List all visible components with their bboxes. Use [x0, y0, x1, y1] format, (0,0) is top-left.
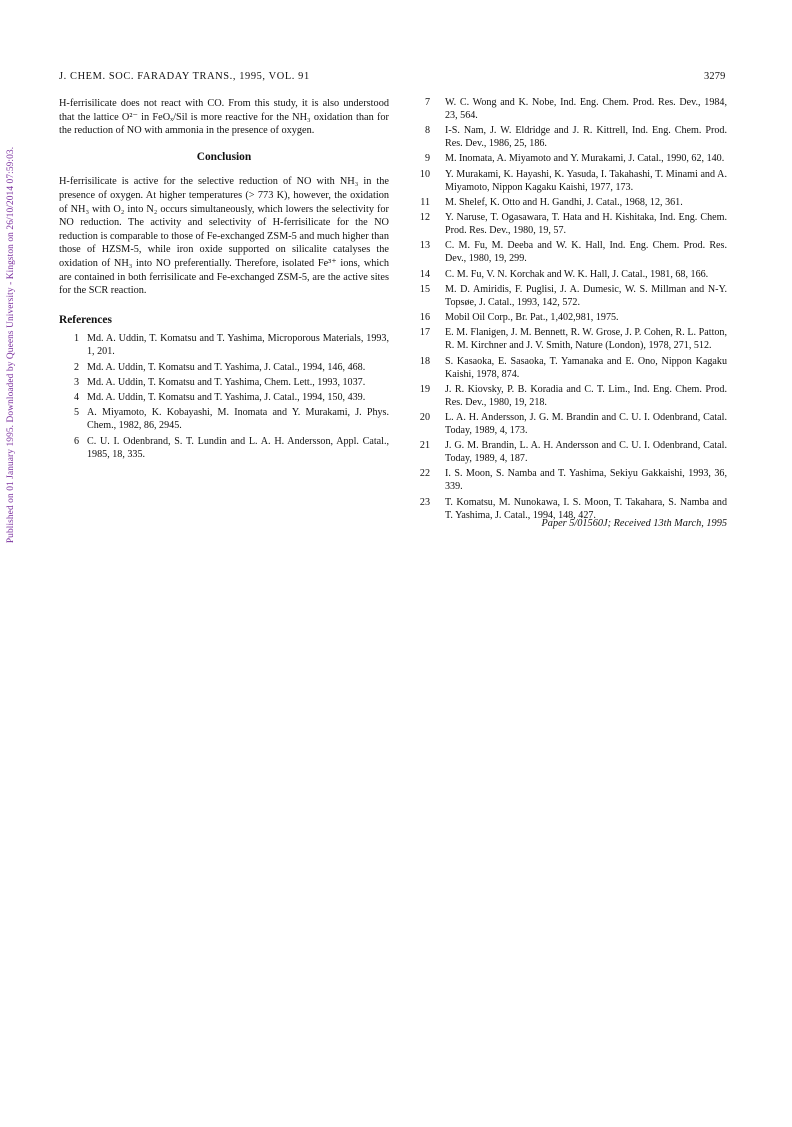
reference-item — [59, 407, 389, 433]
paper-received-note: Paper 5/01560J; Received 13th March, 1995 — [541, 518, 727, 529]
reference-item — [59, 377, 389, 390]
reference-text: E. M. Flanigen, J. M. Bennett, R. W. Grose, J. P. Cohen, R. L. Patton, R. M. Kirchner and J. V. Smith, Nature (London), 1978, 271, 512. — [445, 327, 727, 352]
reference-number: 10 — [419, 168, 430, 180]
reference-item — [412, 412, 727, 438]
right-column — [412, 97, 727, 525]
reference-list-left — [59, 333, 389, 461]
reference-number: 6 — [73, 435, 79, 447]
reference-number: 22 — [419, 468, 430, 480]
reference-text: M. Shelef, K. Otto and H. Gandhi, J. Catal., 1968, 12, 361. — [445, 196, 683, 208]
reference-number: 13 — [419, 240, 430, 252]
running-header-journal: J. CHEM. SOC. FARADAY TRANS., 1995, VOL. 91 — [59, 71, 310, 82]
reference-item — [412, 197, 727, 210]
reference-number: 19 — [419, 383, 430, 395]
reference-item — [412, 153, 727, 166]
reference-number: 14 — [419, 268, 430, 280]
reference-number: 11 — [420, 196, 430, 208]
reference-item — [59, 362, 389, 375]
download-watermark — [0, 0, 22, 690]
reference-text: Y. Murakami, K. Hayashi, K. Yasuda, I. Takahashi, T. Minami and A. Miyamoto, Nippon Kagaku Kaishi, 1977, 173. — [445, 168, 727, 193]
reference-text: M. Inomata, A. Miyamoto and Y. Murakami, J. Catal., 1990, 62, 140. — [445, 153, 725, 165]
reference-number: 20 — [419, 412, 430, 424]
section-heading-conclusion: Conclusion — [196, 150, 252, 163]
reference-text: M. D. Amiridis, F. Puglisi, J. A. Dumesic, W. S. Millman and N-Y. Topsøe, J. Catal., 1993, 142, 572. — [445, 283, 727, 308]
reference-number: 8 — [424, 125, 430, 137]
reference-text: A. Miyamoto, K. Kobayashi, M. Inomata and Y. Murakami, J. Phys. Chem., 1982, 86, 2945. — [87, 407, 389, 432]
reference-item — [412, 212, 727, 238]
reference-number: 12 — [419, 212, 430, 224]
reference-text: I-S. Nam, J. W. Eldridge and J. R. Kittrell, Ind. Eng. Chem. Prod. Res. Dev., 1986, 25, 186. — [445, 125, 727, 150]
reference-text: Md. A. Uddin, T. Komatsu and T. Yashima, Microporous Materials, 1993, 1, 201. — [87, 333, 389, 358]
left-column — [59, 97, 389, 464]
reference-text: C. M. Fu, V. N. Korchak and W. K. Hall, J. Catal., 1981, 68, 166. — [445, 268, 709, 280]
reference-text: S. Kasaoka, E. Sasaoka, T. Yamanaka and E. Ono, Nippon Kagaku Kaishi, 1978, 874. — [445, 355, 727, 380]
reference-item — [59, 436, 389, 462]
reference-text: Md. A. Uddin, T. Komatsu and T. Yashima, Chem. Lett., 1993, 1037. — [87, 376, 366, 388]
reference-number: 1 — [73, 333, 79, 345]
reference-text: Md. A. Uddin, T. Komatsu and T. Yashima, J. Catal., 1994, 150, 439. — [87, 392, 366, 404]
reference-item — [59, 392, 389, 405]
reference-text: W. C. Wong and K. Nobe, Ind. Eng. Chem. Prod. Res. Dev., 1984, 23, 564. — [445, 97, 727, 121]
reference-number: 2 — [73, 361, 79, 373]
reference-item — [412, 284, 727, 310]
reference-text: Mobil Oil Corp., Br. Pat., 1,402,981, 1975. — [445, 312, 619, 324]
reference-item — [412, 384, 727, 410]
reference-number: 7 — [424, 97, 430, 108]
body-paragraph: H-ferrisilicate does not react with CO. From this study, it is also understood that the lattice O²⁻ in FeOₓ/Sil is more reactive for the NH₃ oxidation than for the reduction of NO with ammonia in the presence of oxygen. — [59, 98, 389, 137]
reference-item — [412, 356, 727, 382]
reference-item — [412, 440, 727, 466]
reference-item — [412, 269, 727, 282]
reference-text: I. S. Moon, S. Namba and T. Yashima, Sekiyu Gakkaishi, 1993, 36, 339. — [445, 468, 727, 493]
reference-text: L. A. H. Andersson, J. G. M. Brandin and C. U. I. Odenbrand, Catal. Today, 1989, 4, 173. — [445, 412, 727, 436]
reference-text: Md. A. Uddin, T. Komatsu and T. Yashima, J. Catal., 1994, 146, 468. — [87, 361, 366, 373]
reference-number: 23 — [419, 496, 430, 508]
reference-text: C. M. Fu, M. Deeba and W. K. Hall, Ind. Eng. Chem. Prod. Res. Dev., 1980, 19, 299. — [445, 240, 727, 265]
reference-text: C. U. I. Odenbrand, S. T. Lundin and L. A. H. Andersson, Appl. Catal., 1985, 18, 335. — [87, 435, 389, 460]
reference-number: 3 — [73, 376, 79, 388]
reference-number: 17 — [419, 327, 430, 339]
download-watermark-text: Published on 01 January 1995. Downloaded by Queens University - Kingston on 26/10/2014 07:59:03. — [6, 146, 16, 544]
reference-item — [412, 169, 727, 195]
reference-item — [412, 468, 727, 494]
conclusion-paragraph: H-ferrisilicate is active for the selective reduction of NO with NH₃ in the presence of oxygen. At higher temperatures (> 773 K), however, the oxidation of NH₃ with O₂ into N₂ occurs simultaneously, which lowers the selectivity for NO reduction. The activity and selectivity of H-ferrisilicate for the NO reduction is comparable to those of Fe-exchanged ZSM-5 and much higher than those of HZSM-5, while iron oxide supported on silicalite catalyses the oxidation of NH₃ into NO preferentially. Therefore, isolated Fe³⁺ ions, which are contained in both ferrisilicate and Fe-exchanged ZSM-5, are the active sites for the SCR reaction. — [59, 176, 389, 297]
reference-item — [412, 312, 727, 325]
reference-item — [412, 327, 727, 353]
reference-text: T. Komatsu, M. Nunokawa, I. S. Moon, T. Takahara, S. Namba and T. Yashima, J. Catal., 1994, 148, 427. — [445, 496, 727, 521]
reference-text: Y. Naruse, T. Ogasawara, T. Hata and H. Kishitaka, Ind. Eng. Chem. Prod. Res. Dev., 1980, 19, 57. — [445, 212, 727, 237]
reference-number: 15 — [419, 283, 430, 295]
reference-item — [412, 97, 727, 123]
reference-number: 16 — [419, 312, 430, 324]
reference-text: J. G. M. Brandin, L. A. H. Andersson and C. U. I. Odenbrand, Catal. Today, 1989, 4, 187. — [445, 440, 727, 465]
reference-list-right — [412, 97, 727, 522]
reference-number: 9 — [424, 153, 430, 165]
section-heading-references: References — [59, 313, 112, 326]
reference-item — [412, 240, 727, 266]
page-number: 3279 — [704, 71, 726, 82]
reference-text: J. R. Kiovsky, P. B. Koradia and C. T. Lim., Ind. Eng. Chem. Prod. Res. Dev., 1980, 19, 218. — [445, 383, 727, 408]
reference-item — [412, 125, 727, 151]
reference-number: 5 — [73, 407, 79, 419]
reference-number: 21 — [419, 440, 430, 452]
reference-item — [59, 333, 389, 359]
reference-number: 4 — [73, 392, 79, 404]
reference-number: 18 — [419, 355, 430, 367]
